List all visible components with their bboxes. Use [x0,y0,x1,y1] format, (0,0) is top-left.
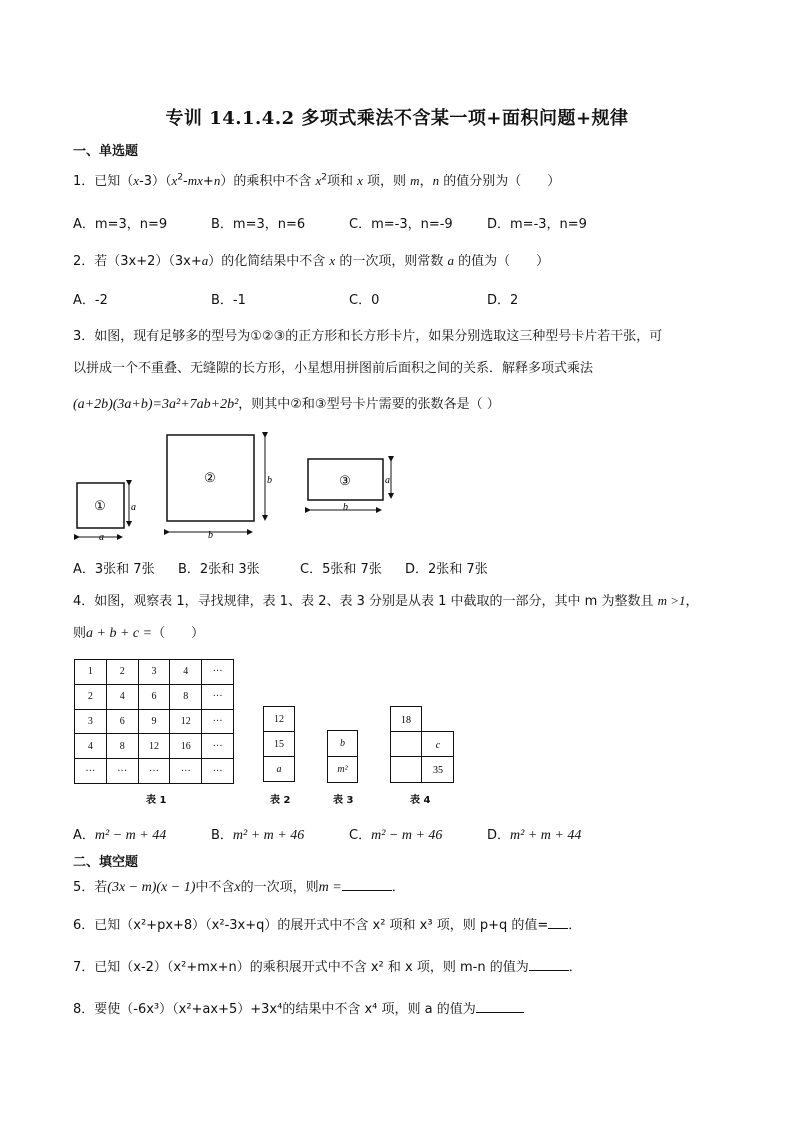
q3-formula: (a+2b)(3a+b)=3a²+7ab+2b² [73,397,239,412]
table-2: 12 15 a [263,706,295,782]
q3-option-c[interactable]: C．5张和 7张 [300,562,382,577]
q1-option-c[interactable]: C．m=-3，n=-9 [349,217,453,232]
q3-option-a[interactable]: A．3张和 7张 [73,562,155,577]
q4-option-c[interactable]: C．m² − m + 46 [349,828,443,843]
question-4-line-2: 则a + b + c =（ ） [73,626,205,641]
section-heading-fill-in: 二、填空题 [73,855,139,870]
q8-answer-blank[interactable] [476,1012,524,1013]
card-3-bottom-b: b [343,502,348,513]
q3-option-b[interactable]: B．2张和 3张 [178,562,260,577]
question-2: 2．若（3x+2）（3x+a）的化简结果中不含 x 的一次项，则常数 a 的值为（ ） [73,253,550,269]
q2-option-c[interactable]: C．0 [349,293,380,308]
table-4-cell-18: 18 [401,715,411,726]
table-3-caption: 表 3 [333,795,354,806]
table-1-caption: 表 1 [146,795,167,806]
q5-answer-blank[interactable] [342,890,392,891]
card-2-label: ② [204,470,216,485]
table-4 [390,706,456,784]
q2-option-d[interactable]: D．2 [487,293,519,308]
q4-option-d[interactable]: D．m² + m + 44 [487,828,582,843]
table-3: b m² [327,730,358,783]
table-4-cell-c: c [435,740,441,751]
q4-option-b[interactable]: B．m² + m + 46 [211,828,305,843]
card-3-side-a: a [385,475,390,486]
question-3-line-3: (a+2b)(3a+b)=3a²+7ab+2b²，则其中②和③型号卡片需要的张数各是（ ） [73,397,500,412]
question-7: 7．已知（x-2）（x²+mx+n）的乘积展开式中不含 x² 和 x 项，则 m-n 的值为 ． [73,960,582,975]
q1-option-b[interactable]: B．m=3，n=6 [211,217,306,232]
card-1-bottom-a: a [99,532,104,543]
q1-option-d[interactable]: D．m=-3，n=9 [487,217,587,232]
table-4-caption: 表 4 [410,795,431,806]
question-3-line-1: 3．如图，现有足够多的型号为①②③的正方形和长方形卡片，如果分别选取这三种型号卡片若干张，可 [73,329,663,344]
q2-option-b[interactable]: B．-1 [211,293,246,308]
q3-cards-figure [70,430,410,548]
q4-option-a[interactable]: A．m² − m + 44 [73,828,167,843]
q6-answer-blank[interactable] [548,928,568,929]
table-2-caption: 表 2 [270,795,291,806]
q3-option-d[interactable]: D．2张和 7张 [405,562,488,577]
card-2-bottom-b: b [208,530,213,541]
section-heading-single-choice: 一、单选题 [73,144,139,159]
card-2-side-b: b [267,475,272,486]
question-8: 8．要使（-6x³）（x²+ax+5）+3x⁴的结果中不含 x⁴ 项，则 a 的值为 [73,998,524,1017]
question-6: 6．已知（x²+px+8）（x²-3x+q）的展开式中不含 x² 项和 x³ 项，则 p+q 的值= ． [73,918,582,933]
card-1-side-a: a [131,502,136,513]
card-1-label: ① [94,498,106,513]
table-1: 1 2 3 4 ··· 2 4 6 8 ··· 3 6 9 12 ··· 4 8 12 16 ··· ··· ··· ··· ··· ··· [74,659,234,784]
table-4-cell-35: 35 [433,765,443,776]
page-title: 专训 14.1.4.2 多项式乘法不含某一项+面积问题+规律 [165,108,629,129]
question-5: 5．若(3x − m)(x − 1)中不含x的一次项，则m = ． [73,880,405,895]
q7-answer-blank[interactable] [529,970,569,971]
q1-option-a[interactable]: A．m=3，n=9 [73,217,168,232]
card-3-label: ③ [339,473,351,488]
q2-option-a[interactable]: A．-2 [73,293,108,308]
question-4-line-1: 4．如图，观察表 1，寻找规律，表 1、表 2、表 3 分别是从表 1 中截取的一部分，其中 m 为整数且 m >1， [73,593,699,609]
question-1: 1．已知$(x-3)(x^2-mx+n)$的乘积中不含 $x^2$项和 x 项，则 m，n 的值分别为（ ） [73,172,561,189]
question-3-line-2: 以拼成一个不重叠、无缝隙的长方形，小星想用拼图前后面积之间的关系．解释多项式乘法 [73,361,594,376]
